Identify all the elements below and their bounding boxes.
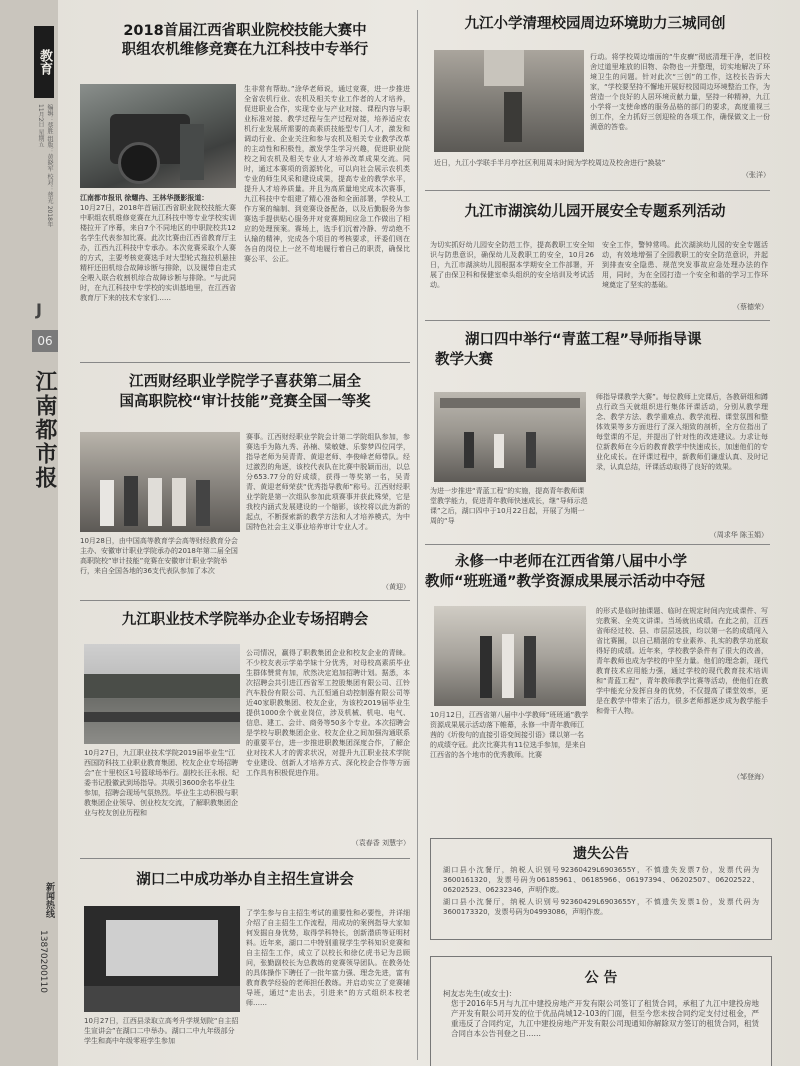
article-audit-competition [80, 372, 410, 412]
headline-line2: 职组农机维修竞赛在九江科技中专举行 [121, 42, 369, 58]
announcement-title: 公 告 [584, 970, 618, 986]
divider [425, 544, 770, 545]
divider [80, 362, 410, 363]
headline-line1: 湖口四中举行“青蓝工程”导师指导课 [465, 332, 702, 348]
divider [80, 858, 410, 859]
photo-caption: 10月28日，由中国高等教育学会高等财经教育分会主办、安徽审计职业学院承办的2018年第二届全国高职院校“审计技能”竞赛在安徽审计职业学院举行，来自全国各地的36支代表队参加了本次 [80, 537, 238, 575]
body-text: 为切实抓好幼儿园安全防范工作，提高教职工安全知识与防患意识，确保幼儿及教职工的安全，10月26日，九江市湖滨幼儿园根据本学期安全工作部署，开展了由保卫科和保健室牵头组织的安全培训及考试活动。 [430, 241, 594, 289]
body-text: 行动。将学校周边墙面的“牛皮癣”彻底清理干净，老旧校舍过道里堆放的旧物、杂物也一并整理，切实地解决了环境卫生的问题。针对此次“三创”的工作，这校长告诉大家，“学校要坚持不懈地开展好校园周边环境整治工作，为营造一个良好的人居环境贡献力量，坚持一种精神，九江小学将一支使命感的服务品格的部门的要求，高度重视三创工作，全力抓好三创迎检的各项工作，确保做文上一份满意的答卷。 [590, 53, 770, 131]
article-kindergarten-safety [425, 202, 765, 222]
article-school-environment [425, 14, 765, 34]
credit: （邹登海） [733, 773, 768, 781]
headline-line1: 江西财经职业学院学子喜获第二届全 [129, 374, 361, 390]
body-text: 了学生参与自主招生考试的重要性和必要性，并详细介绍了自主招生工作流程，用成功的案例指导大家如何发掘自身优势，取得学科特长，创新潜质等证明材料。近年来，湖口二中特别重视学生学科知识竞赛和自主招生工作，成立了以校长和徐亿虎书记为总顾问，张勤副校长为总教练的竞赛领导团队。在教务处的具体操作下聘任了一批年富力强、理念先进，富有教育教学经验的老师担任教练。并启动实立了竞赛辅导班，通过“走出去，引进来”的方式组织本校老师…… [246, 909, 410, 1007]
photo-caption: 10月12日，江西省第八届中小学教师“班班通”教学资源成果展示活动落下帷幕，永修一中青年教师江茜的《圻俊句的直接引语变间接引语》课以第一名的成绩夺冠。此次比赛共有11位选手参加，是来自江西省的各个地市的优秀教师。比赛 [430, 711, 589, 759]
divider [80, 600, 410, 601]
body-text: 的形式是临时抽课题、临时在规定时间内完成课件、写完教案、全英文讲课。当场就出成绩。在此之前，江西省师经过校、县、市层层选拔，均以第一名的成绩闯入省比赛圈，以自己精湛的专业素养、扎实的教学功底取得好的成绩。近年来，学校教学条件有了很大的改善，青年教师也成为学校的中坚力量。他们的理念新，现代教育技术应用能力强，通过学校的现代教育技术培训和“青蓝工程”，青年教师教学比赛等活动，使他们在教学中能充分发挥自身的优势，不仅提高了课堂效率，更是在教学中带来了活力，很多老师都逐步成为教学能手和骨干人物。 [596, 607, 768, 715]
paper-name: 江南都市报 [32, 370, 58, 490]
headline-line2: 国高职院校“审计技能”竞赛全国一等奖 [119, 394, 371, 410]
award-teachers-photo [434, 606, 586, 706]
photo-caption: 10月27日，九江职业技术学院2019届毕业生“江西国防科技工业职业教育集团、校友企业专场招聘会”在十里校区1号篮球场举行。副校长汪永根、纪委书记殷徽武到场指导。共吸引3600余名毕业生参加，招聘会现场气氛热烈。毕业生主动积极与职教集团企业领导、创业校友交流，了解职教集团企业与校友创业历程和 [84, 749, 240, 817]
page-letter: J [36, 300, 42, 319]
person-figure [464, 432, 474, 468]
column-divider [417, 10, 418, 1060]
hotline-number: 13870200110 [38, 930, 48, 993]
body-text: 公司情况，赢得了职教集团企业和校友企业的青睐。不少校友表示学弟学妹十分优秀，对母校高素质毕业生群体赞赏有加，欣然决定追加招聘计划。据悉，本次招聘会共引进江西省军工控股集团有限公司、江铃汽车股份有限公司、九江恒通自动控制器有限公司等近40家职教集团、校友企业，为该校2019届毕业生提供1000余个就业岗位，涉及机械、机电、电气、信息、建工、会计、商务等50多个专业。本次招聘会是学校与职教集团企业、校友企业之间加强沟通联系的重要平台，进一步推进职教集团深度合作，了解企业对技术人才的需求状况，对提升九江职业技术学院专业建设、创新人才培养方式、深化校企合作等方面工作具有积极促进作用。 [246, 649, 410, 777]
window [484, 50, 524, 86]
person-figure [502, 634, 514, 698]
page-number: 06 [32, 330, 58, 352]
body-text: 生非常有帮助。”涂华老师说，通过竞赛，进一步推进全省农机行业、农机及相关专业工作者的人才培养，促进职业合作，实现专业与产业对接、课程内容与职业标准对接、教学过程与生产过程对接，培养适应农机行业发展所需要的高素质技能型专门人才，激发和调动行业、企业关注和参与农机及相关专业教学改革的主动性和积极性，激发学生学习兴趣，促进职业院校之间农机及相关专业人才培养改革成果交流。同时，通过本赛项的资源转化，可以向社会展示农机类专业的师生风采和建设成果，提高专业的教学水平，提升人才培养质量。并且为高质量地完成本次赛事，九江科技中专组建了精心准备和全面部署，学校从工作方案的编制、到竞赛设备配备，以及后勤服务为参赛选手提供贴心服务并对竞赛期间应急工作做出了相应的处理预案。赛场上，选手们沉着冷静、劳动绝不认输的精神，完成各个项目的考核要求，评委们则在各自的岗位上一丝不苟地履行着自己的职责，确保比赛公平、公正。 [244, 85, 410, 263]
person-figure [494, 434, 504, 468]
person-figure [480, 636, 492, 698]
article-agri-left-text [80, 193, 236, 353]
article-banbantong-contest [425, 552, 765, 592]
credit: （周求华 陈玉娟） [709, 531, 768, 539]
headline-line1: 2018首届江西省职业院校技能大赛中 [123, 23, 367, 39]
person-figure [524, 636, 536, 698]
tree-line [84, 674, 240, 698]
announcement-text: 您于2016年5月与九江中建投房地产开发有限公司签订了租赁合同，承租了九江中建投房地产开发有限公司开发的位于优品尚城12-103的门面，但至今您未按合同约定支付过租金，严重违反了合同约定，九江中建投房地产开发有限公司现通知你解除双方签订的租赁合同，租赁合同自本公告刊登之日…… [451, 999, 759, 1038]
headline-line2: 教学大赛 [435, 352, 493, 368]
photo-caption: 10月27日，江西县录取立高考升学规划院“自主招生宣讲会”在湖口二中举办。湖口二中九年级部分学生和高中年级零班学生参加 [84, 1017, 239, 1045]
article-qinglan-project [425, 330, 765, 370]
person-figure [196, 480, 210, 526]
byline: 江南都市报讯 徐耀冉、王林华摄影报道： [80, 194, 209, 202]
body-text: 赛事。江西财经职业学院会计第二学院组队参加，参赛选手为陈九秀、孙楠、梁敏婕、乐黎梦四位同学，指导老师为吴青青、黄迎老师、李俊峰老师带队。经过激烈的角逐，该校代表队在比赛中脱颖而出，以总分653.77分的好成绩，获得一等奖第一名，吴青青、黄迎老师荣获“优秀指导教师”称号。江西财经职业学院是第一次组队参加此项赛事并获此殊荣，它是我校内涵式发展建设的一个缩影，该校将以此为新的起点，不断探索新的教学方法和人才培养模式，为中国特色社会主义事业培养审计专业人才。 [246, 433, 410, 531]
divider [425, 190, 770, 191]
projection-screen [106, 920, 218, 976]
announcement-box [430, 956, 772, 1066]
photo-caption: 近日，九江小学联手半月亭社区利用周末时间为学校周边及校舍进行“换装” [434, 159, 666, 167]
person-figure [504, 92, 522, 142]
lost-notice-text: 湖口县小沈餐厅，纳税人识别号92360429L6903655Y，不慎遗失发票7份，发票代码为3600161320，发票号码为06185961、06185966、06197394、06202507、06202522、06202523、06232346，声明作废。 [443, 866, 759, 894]
headline-line1: 湖口二中成功举办自主招生宣讲会 [136, 872, 354, 888]
body-text: 安全工作，警钟常鸣。此次湖滨幼儿园的安全专题活动，有效地增强了全园教职工的安全防范意识，并起到排查安全隐患、规范突发事故应急处理办法的作用，同时，为在全园打造一个安全和谐的学习工作环境奠定了坚实的基础。 [602, 241, 768, 289]
teaching-photo [434, 392, 586, 482]
job-fair-photo [84, 644, 240, 744]
hotline-label: 新闻热线 [44, 882, 54, 918]
article-job-fair [80, 610, 410, 630]
body-text: 10月27日，2018年首届江西省职业院校技能大赛中职组农机维修竞赛在九江科技中等专业学校实训楼拉开了序幕，来自7个不同地区的中职院校共12名学生代表参加比赛。此次比赛由江西省教育厅主办，江西九江科技中专承办。本次竞赛采取个人赛的方式，主要考核竞赛选手对大型轮式拖拉机悬挂精杆还田机综合故障诊断与排除，以及履带自走式全喂入联合收割机综合故障诊断与排除。“与此同时，在九江科技中专学校的实训基地里，在江西省教育厅下来的技术专家们…… [80, 204, 236, 302]
person-figure [148, 478, 162, 526]
person-figure [172, 478, 186, 526]
award-photo [80, 432, 240, 532]
photo-caption: 为进一步推进“青蓝工程”的实施，提高青年教师课堂教学能力，促进青年教师快速成长，继“导师示范课”之后，湖口四中于10月22日起，开展了为期一周的“导 [430, 487, 588, 525]
announcement-salutation: 柯友志先生(或女士)： [443, 989, 517, 998]
credit: （黄迎） [382, 583, 410, 591]
tractor-wheel [118, 142, 160, 184]
banner [440, 398, 580, 408]
audience [84, 986, 240, 1012]
headline-line1: 九江职业技术学院举办企业专场招聘会 [121, 612, 369, 628]
person-figure [124, 476, 138, 526]
lecture-photo [84, 906, 240, 1012]
crowd [84, 712, 240, 722]
lost-notice-box [430, 838, 772, 940]
headline-line1: 九江市湖滨幼儿园开展安全专题系列活动 [464, 204, 726, 220]
lost-notice-title: 遗失公告 [573, 846, 629, 862]
person-figure [526, 432, 536, 468]
credit: （蔡德荣） [733, 303, 768, 311]
person-figure [180, 124, 204, 180]
article-agri-machinery [80, 22, 410, 60]
person-figure [100, 480, 114, 526]
headline-line1: 永修一中老师在江西省第八届中小学 [455, 554, 687, 570]
divider [425, 320, 770, 321]
lost-notice-text: 湖口县小沈餐厅，纳税人识别号92360429L6903655Y，不慎遗失发票1份，发票代码为3600173320，发票号码为04993086，声明作废。 [443, 898, 759, 916]
headline-line2: 教师“班班通”教学资源成果展示活动中夺冠 [425, 574, 706, 590]
section-tab: 教育 [34, 26, 54, 98]
cleanup-photo [434, 50, 584, 152]
body-text: 师指导课教学大赛”。每位教师上完课后，各教研组和蹲点行政当天就组织进行集体评课活动，分别从教学理念、教学方法、教学重难点、教学流程、课堂氛围和整体效果等多方面进行了深入细致的剖析，全方位指出了每堂课的不足，并提出了针对性的改进建议。力求让每位新教师在今后的教育教学中快速成长，加速他们的专业化成长。在评课过程中，新教师们谦虚认真、及时记录，认真总结，评课活动取得了良好的效果。 [596, 393, 768, 471]
credit: （袁春香 刘慧宇） [351, 839, 410, 847]
headline-line1: 九江小学清理校园周边环境助力三城同创 [464, 16, 726, 32]
editor-info: 编辑：蔡胜 组版：黄晓军 校对：蔡光 2018年11月2日 星期五 [37, 104, 53, 227]
tractor-photo [80, 84, 236, 188]
credit: （张洋） [742, 171, 770, 179]
article-admissions-talk [80, 870, 410, 890]
